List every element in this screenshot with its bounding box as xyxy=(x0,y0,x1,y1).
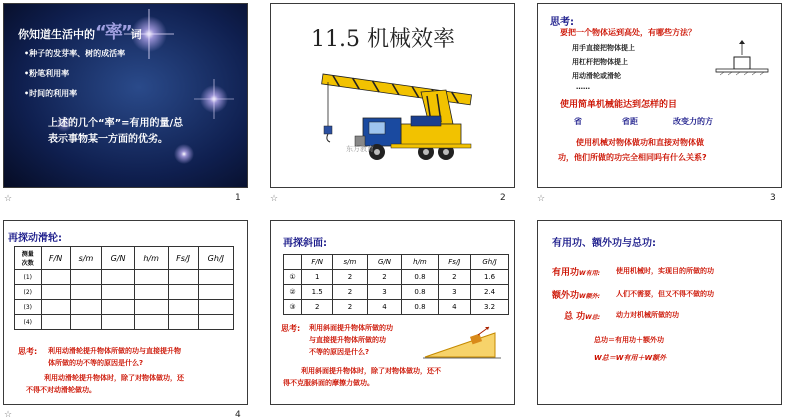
useful-work-label xyxy=(552,265,600,278)
slide-3-question: 要把一个物体运到高处，有哪些方法？ xyxy=(560,28,696,37)
table-cell: ① xyxy=(284,270,302,285)
bullet-item: •种子的发芽率、树的成活率 xyxy=(24,49,126,58)
answer-line-1: 利用斜面提升物体时，除了对物体做功，还不 xyxy=(301,367,441,375)
answer-line-1: 利用动滑轮提升物体时，除了对物体做功，还 xyxy=(44,374,184,382)
think-label: 思考: xyxy=(281,324,301,333)
table-header: h/m xyxy=(134,247,168,270)
row-label: (4) xyxy=(15,315,42,330)
purpose-option: 省距 xyxy=(622,117,638,126)
incline-data-table xyxy=(283,254,509,315)
table-cell: 2 xyxy=(438,270,470,285)
bullet-item: •粉笔利用率 xyxy=(24,69,70,78)
bullet-item: •时间的利用率 xyxy=(24,89,78,98)
slide-6-thumbnail[interactable] xyxy=(537,220,782,405)
method-item: 用杠杆把物体提上 xyxy=(572,58,628,66)
slide-4-thumbnail[interactable] xyxy=(3,220,248,405)
table-header xyxy=(284,255,302,270)
table-cell: 1.6 xyxy=(471,270,509,285)
row-label: (2) xyxy=(15,285,42,300)
table-cell: 0.8 xyxy=(402,270,438,285)
slide-3-thumbnail[interactable] xyxy=(537,3,782,188)
table-cell: 4 xyxy=(438,300,470,315)
table-cell: 1 xyxy=(302,270,333,285)
purpose-option: 省 xyxy=(574,117,582,126)
slide-4-number: 4 xyxy=(235,410,241,420)
purpose-option: 改变力的方 xyxy=(673,117,713,126)
useful-work-desc: 使用机械时，实现目的所做的功 xyxy=(616,267,714,275)
table-header: h/m xyxy=(402,255,438,270)
extra-label: 额外功 xyxy=(552,291,580,301)
slide-2-title: 11.5 机械效率 xyxy=(311,27,455,52)
eq-rhs: ＝W有用＋W额外 xyxy=(608,354,667,362)
slide-1-title xyxy=(18,18,142,44)
table-cell: ② xyxy=(284,285,302,300)
method-item: 用动滑轮或滑轮 xyxy=(572,72,621,80)
think-text-3: 不等的原因是什么? xyxy=(309,348,370,356)
table-header: Gh/J xyxy=(198,247,233,270)
slide-4-heading: 再探动滑轮: xyxy=(8,233,62,244)
title-word: “率” xyxy=(95,22,131,43)
slide-5-heading: 再探斜面: xyxy=(283,238,327,249)
think-text-1: 利用动滑轮提升物体所做的功与直接提升物 xyxy=(48,347,181,355)
table-cell: ③ xyxy=(284,300,302,315)
table-cell: 4 xyxy=(367,300,402,315)
table-cell: 3 xyxy=(438,285,470,300)
slide-1-thumbnail[interactable] xyxy=(3,3,248,188)
title-suffix: 词 xyxy=(130,28,142,41)
table-cell: 2 xyxy=(333,300,367,315)
think-text-2: 与直接提升物体所做的功 xyxy=(309,336,386,344)
star-icon: ☆ xyxy=(270,194,279,204)
crane-truck-image xyxy=(271,4,515,188)
slide-3-purpose: 使用简单机械能达到怎样的目 xyxy=(560,100,678,110)
table-header: G/N xyxy=(102,247,134,270)
table-cell: 2 xyxy=(333,285,367,300)
slide-2-number: 2 xyxy=(500,193,506,203)
table-cell: 3 xyxy=(367,285,402,300)
star-icon: ☆ xyxy=(4,194,13,204)
answer-line-2: 不得不对动滑轮做功。 xyxy=(26,386,96,394)
slide-6-heading: 有用功、额外功与总功: xyxy=(552,238,656,249)
total-work-desc: 动力对机械所做的功 xyxy=(616,311,679,319)
think-label: 思考: xyxy=(18,347,38,356)
row-label: (1) xyxy=(15,270,42,285)
box-on-ledge-diagram xyxy=(706,39,776,89)
table-header: Fs/J xyxy=(438,255,470,270)
extra-work-label xyxy=(552,288,600,301)
equation-words: 总功＝有用功＋额外功 xyxy=(594,336,664,344)
star-icon: ☆ xyxy=(537,194,546,204)
table-cell: 3.2 xyxy=(471,300,509,315)
think-text-1: 利用斜面提升物体所做的功 xyxy=(309,324,393,332)
useful-symbol: W有用: xyxy=(579,270,601,277)
slide-3-number: 3 xyxy=(770,193,776,203)
slide-3-heading: 思考: xyxy=(550,17,574,28)
table-cell: 2 xyxy=(302,300,333,315)
total-symbol: W总: xyxy=(585,314,601,321)
think-text-2: 体所做的功不等的原因是什么? xyxy=(48,359,144,367)
closing-line-2: 功，他们所做的功完全相同吗有什么关系? xyxy=(558,153,707,162)
table-cell: 2.4 xyxy=(471,285,509,300)
incline-plane-diagram xyxy=(423,321,503,361)
table-cell: 2 xyxy=(333,270,367,285)
table-header: F/N xyxy=(41,247,70,270)
pulley-data-table xyxy=(14,246,234,330)
closing-line-1: 使用机械对物体做功和直接对物体做 xyxy=(576,138,704,147)
row-label: (3) xyxy=(15,300,42,315)
extra-work-desc: 人们不需要，但又不得不做的功 xyxy=(616,290,714,298)
table-header: Gh/J xyxy=(471,255,509,270)
total-label: 总 功 xyxy=(564,312,586,322)
table-header: 测量 次数 xyxy=(15,247,42,270)
table-header: F/N xyxy=(302,255,333,270)
table-cell: 1.5 xyxy=(302,285,333,300)
answer-line-2: 得不克服斜面的摩擦力做功。 xyxy=(283,379,374,387)
table-cell: 0.8 xyxy=(402,285,438,300)
title-prefix: 你知道生活中的 xyxy=(18,28,95,41)
table-cell: 0.8 xyxy=(402,300,438,315)
total-work-label xyxy=(564,309,600,322)
useful-label: 有用功 xyxy=(552,268,580,278)
method-item: 用手直接把物体提上 xyxy=(572,44,635,52)
star-icon: ☆ xyxy=(4,410,13,420)
table-cell: 2 xyxy=(367,270,402,285)
extra-symbol: W额外: xyxy=(579,293,601,300)
watermark: 东方教育 xyxy=(346,145,374,153)
summary-line-1: 上述的几个“率”=有用的量/总 xyxy=(48,118,184,129)
slide-2-thumbnail[interactable] xyxy=(270,3,515,188)
slide-5-thumbnail[interactable] xyxy=(270,220,515,405)
method-item: …… xyxy=(576,83,590,91)
table-header: s/m xyxy=(333,255,367,270)
eq-lhs: W总 xyxy=(594,354,609,362)
table-header: G/N xyxy=(367,255,402,270)
table-header: s/m xyxy=(70,247,102,270)
table-header: Fs/J xyxy=(168,247,198,270)
equation-symbols xyxy=(594,353,666,363)
slide-1-number: 1 xyxy=(235,193,241,203)
summary-line-2: 表示事物某一方面的优劣。 xyxy=(48,134,168,145)
